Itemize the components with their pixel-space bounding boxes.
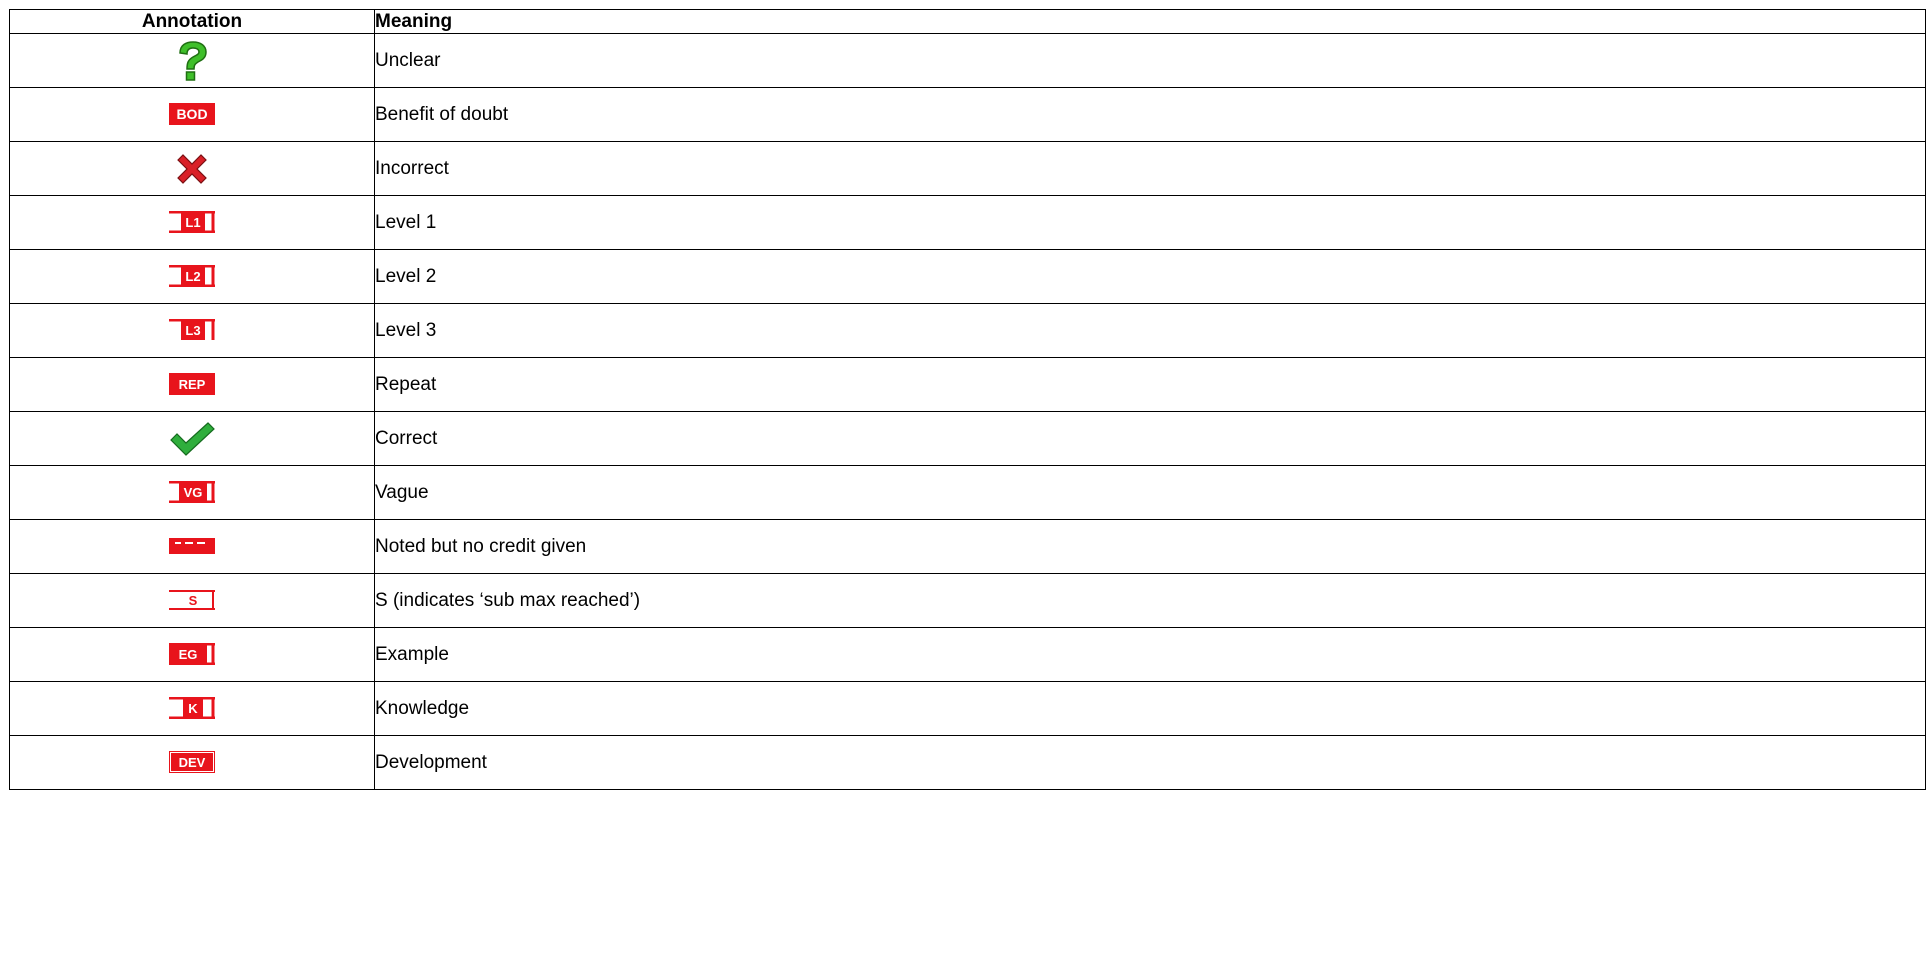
sub-max-stamp-icon	[169, 589, 215, 611]
level-3-stamp-text: L3	[185, 323, 201, 339]
level-2-stamp-text: L2	[185, 269, 201, 285]
meaning-cell: Benefit of doubt	[375, 88, 1926, 142]
sub-max-stamp-text: S	[188, 593, 198, 609]
table-row	[10, 196, 1926, 250]
annotation-key-table	[9, 9, 1926, 790]
annotation-cell	[10, 466, 375, 520]
annotation-cell	[10, 412, 375, 466]
table-row	[10, 304, 1926, 358]
development-stamp-icon	[169, 751, 215, 773]
example-stamp-icon	[169, 643, 215, 665]
annotation-cell	[10, 34, 375, 88]
meaning-cell: Knowledge	[375, 682, 1926, 736]
meaning-cell: Level 1	[375, 196, 1926, 250]
example-stamp-text: EG	[178, 647, 198, 663]
noted-stamp-icon	[169, 535, 215, 557]
annotation-cell	[10, 628, 375, 682]
table-row	[10, 628, 1926, 682]
bod-stamp-text: BOD	[176, 106, 208, 123]
meaning-cell: Example	[375, 628, 1926, 682]
annotation-cell	[10, 682, 375, 736]
meaning-cell: Repeat	[375, 358, 1926, 412]
tick-icon	[169, 422, 215, 456]
table-row	[10, 736, 1926, 790]
annotation-cell	[10, 304, 375, 358]
annotation-cell	[10, 196, 375, 250]
table-header-row	[10, 10, 1926, 34]
knowledge-stamp-icon	[169, 697, 215, 719]
table-row	[10, 574, 1926, 628]
level-3-stamp-icon	[169, 319, 215, 341]
table-row	[10, 682, 1926, 736]
level-1-stamp-text: L1	[185, 215, 201, 231]
meaning-cell: Development	[375, 736, 1926, 790]
annotation-cell	[10, 88, 375, 142]
meaning-cell: Vague	[375, 466, 1926, 520]
repeat-stamp-icon	[169, 373, 215, 395]
header-annotation: Annotation	[10, 10, 375, 34]
vague-stamp-text: VG	[183, 485, 203, 501]
annotation-cell	[10, 142, 375, 196]
meaning-cell: Level 3	[375, 304, 1926, 358]
question-mark-icon	[175, 41, 209, 81]
table-row	[10, 520, 1926, 574]
annotation-cell	[10, 250, 375, 304]
annotation-cell	[10, 358, 375, 412]
annotation-cell	[10, 574, 375, 628]
level-1-stamp-icon	[169, 211, 215, 233]
table-row	[10, 412, 1926, 466]
level-2-stamp-icon	[169, 265, 215, 287]
table-row	[10, 88, 1926, 142]
bod-stamp-icon	[169, 103, 215, 125]
table-row	[10, 466, 1926, 520]
meaning-cell: S (indicates ‘sub max reached’)	[375, 574, 1926, 628]
table-row	[10, 358, 1926, 412]
meaning-cell: Correct	[375, 412, 1926, 466]
table-row	[10, 250, 1926, 304]
development-stamp-text: DEV	[178, 755, 206, 771]
vague-stamp-icon	[169, 481, 215, 503]
meaning-cell: Noted but no credit given	[375, 520, 1926, 574]
meaning-cell: Unclear	[375, 34, 1926, 88]
table-row	[10, 142, 1926, 196]
cross-icon	[175, 152, 209, 186]
knowledge-stamp-text: K	[188, 701, 198, 717]
annotation-cell	[10, 736, 375, 790]
meaning-cell: Level 2	[375, 250, 1926, 304]
repeat-stamp-text: REP	[178, 377, 206, 393]
table-row	[10, 34, 1926, 88]
header-meaning: Meaning	[375, 10, 1926, 34]
annotation-cell	[10, 520, 375, 574]
meaning-cell: Incorrect	[375, 142, 1926, 196]
